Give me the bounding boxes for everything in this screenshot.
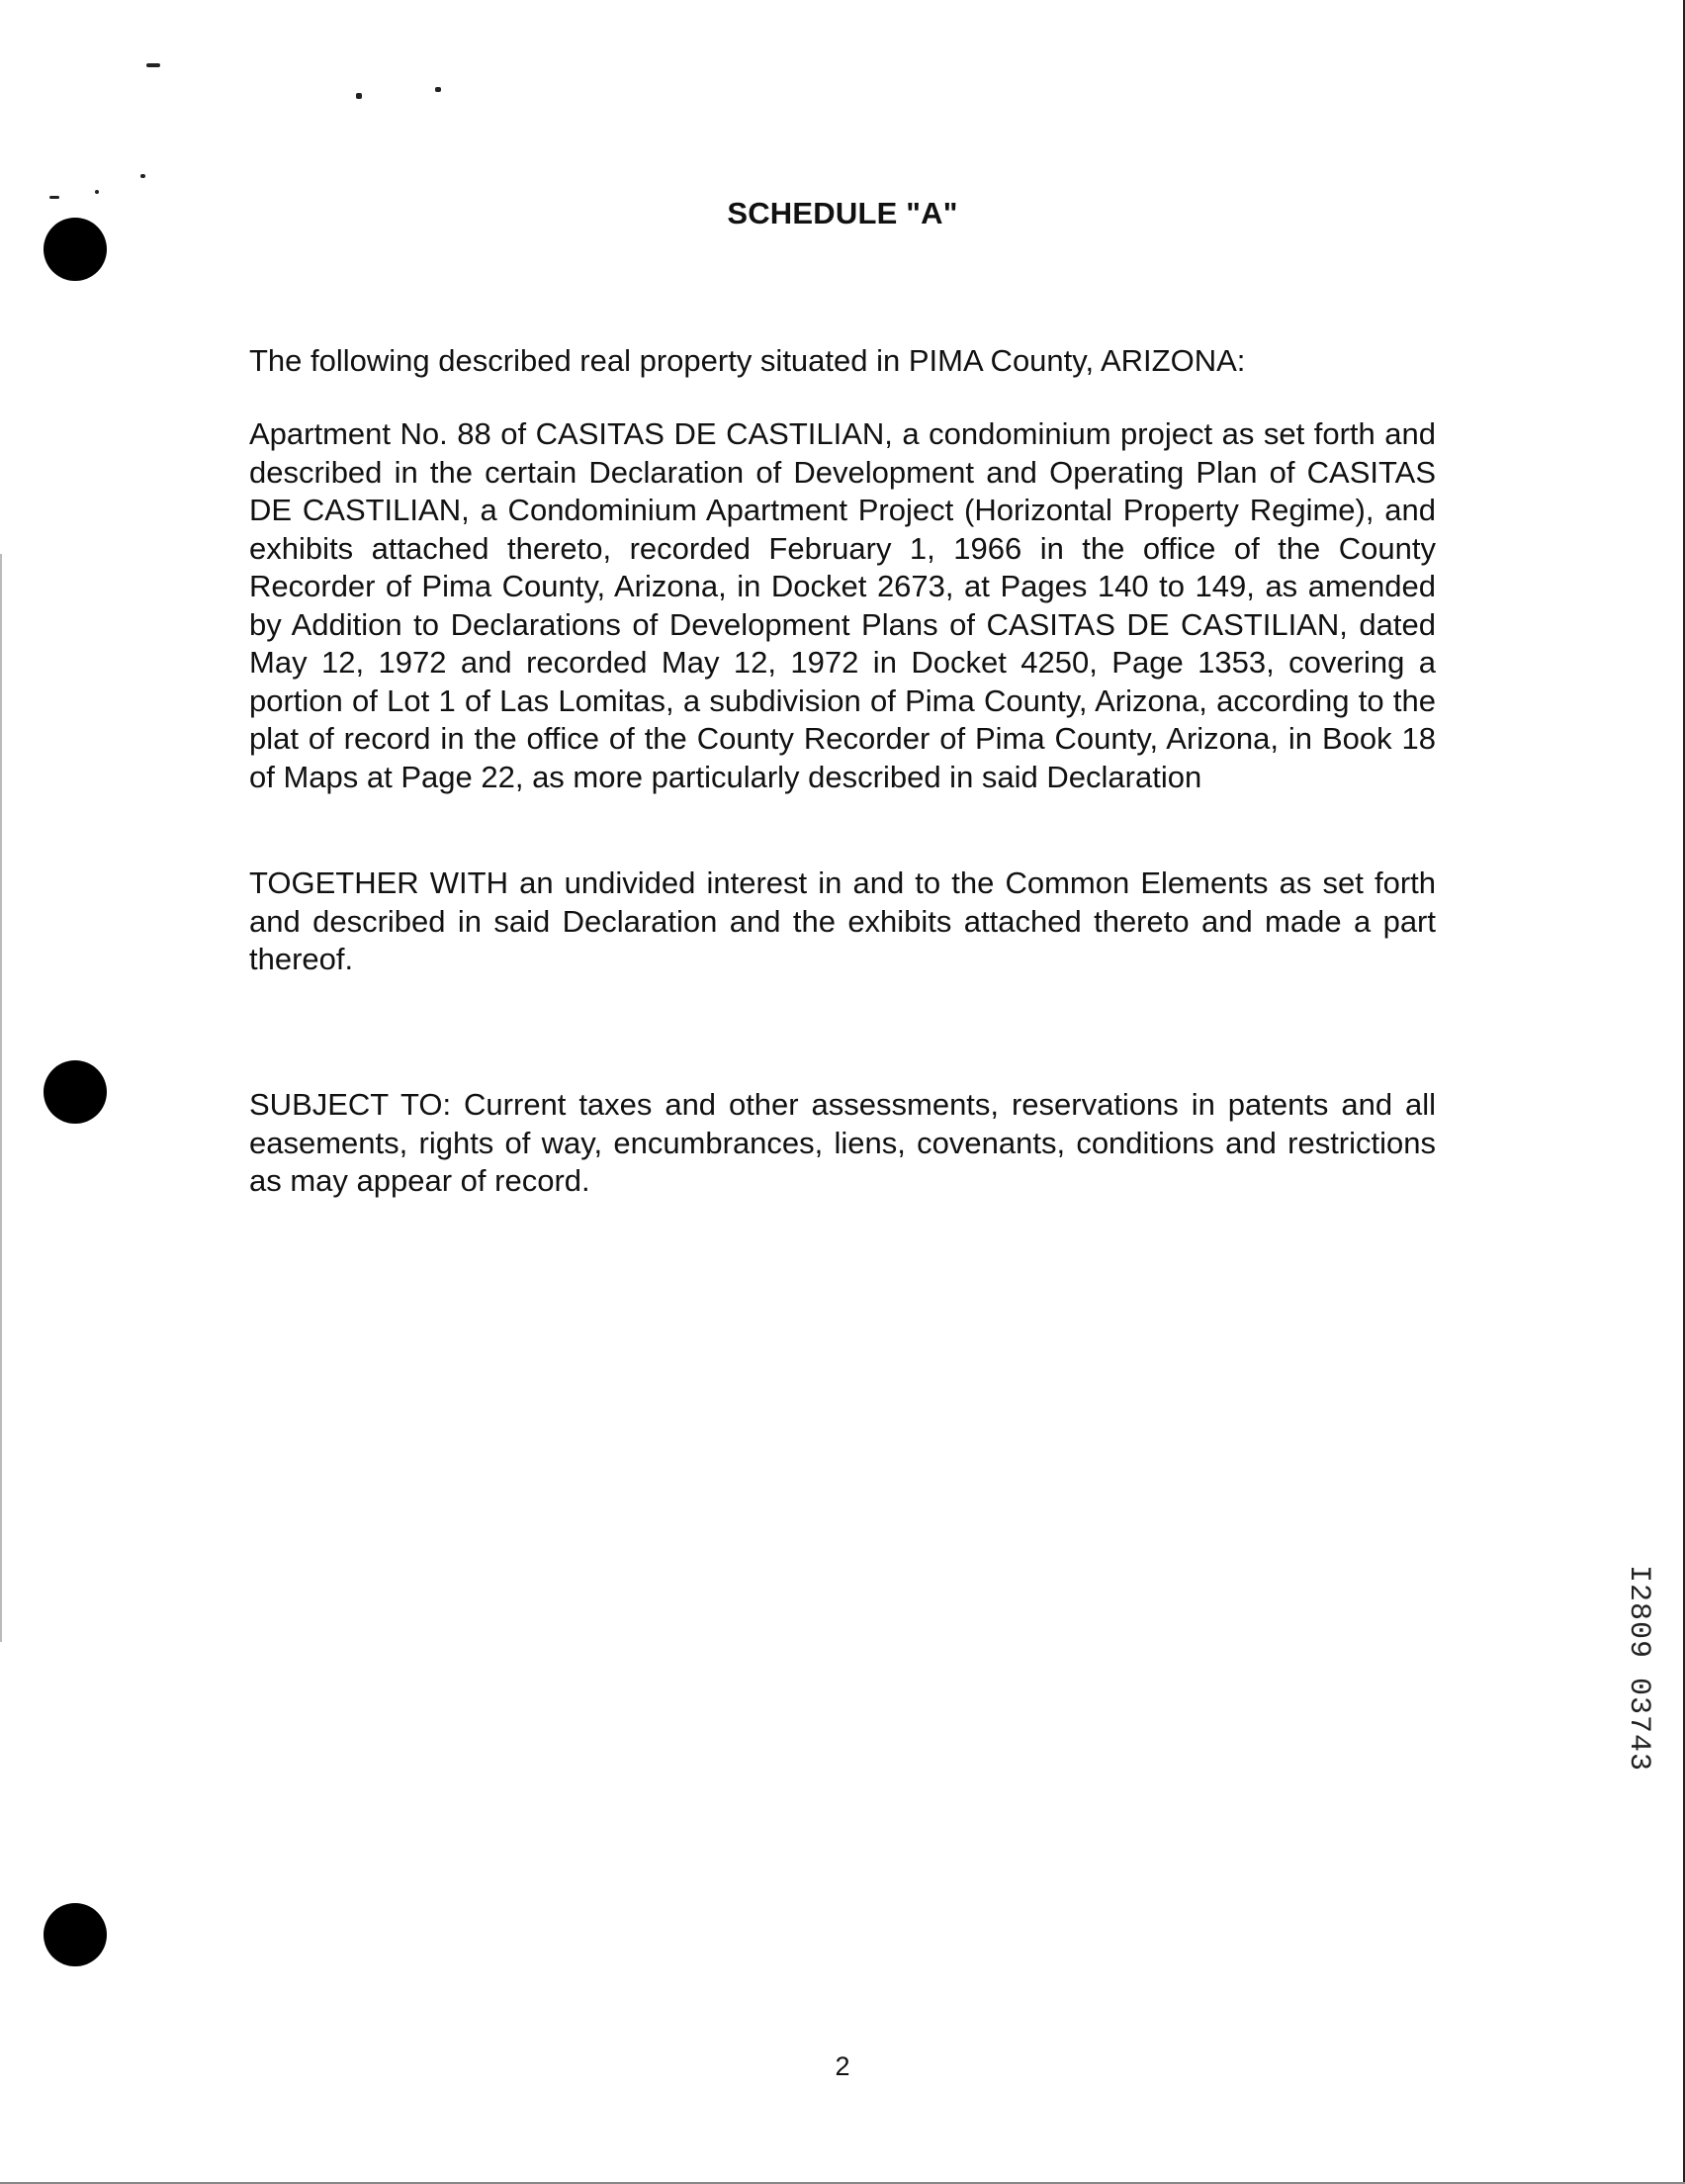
schedule-title: SCHEDULE "A" [727,196,958,230]
scan-speck [140,174,145,178]
scan-speck [356,93,362,99]
scan-speck [435,87,441,92]
page-number: 2 [835,2051,850,2081]
punch-hole-bottom [44,1903,107,1966]
recording-stamp-text: I2809 03743 [1622,1565,1655,1773]
punch-hole-middle [44,1060,107,1124]
subject-to-paragraph: SUBJECT TO: Current taxes and other assessments, reservations in patents and all easements, rights of way, encumbrances, liens, covenants, conditions and restrictions as may appear of record. [249,1087,1436,1198]
scan-speck [146,63,160,67]
recording-stamp [1620,1565,1655,1901]
together-with-paragraph: TOGETHER WITH an undivided interest in and to the Common Elements as set forth and described in said Declaration and the exhibits attached thereto and made a part thereof. [249,865,1436,976]
page-left-edge [0,554,2,1642]
scan-speck [95,190,99,194]
intro-paragraph: The following described real property situated in PIMA County, ARIZONA: [249,343,1246,378]
apartment-description-paragraph: Apartment No. 88 of CASITAS DE CASTILIAN, a condominium project as set forth and described in the certain Declaration of Development and Operating Plan of CASITAS DE CASTILIAN, a Condominium Apartment Project (Horizontal Property Regime), and exhibits attached thereto, recorded February 1, 1966 in the office of the County Recorder of Pima County, Arizona, in Docket 2673, at Pages 140 to 149, as amended by Addition to Declarations of Development Plans of CASITAS DE CASTILIAN, dated May 12, 1972 and recorded May 12, 1972 in Docket 4250, Page 1353, covering a portion of Lot 1 of Las Lomitas, a subdivision of Pima County, Arizona, according to the plat of record in the office of the County Recorder of Pima County, Arizona, in Book 18 of Maps at Page 22, as more particularly described in said Declaration [249,416,1436,794]
